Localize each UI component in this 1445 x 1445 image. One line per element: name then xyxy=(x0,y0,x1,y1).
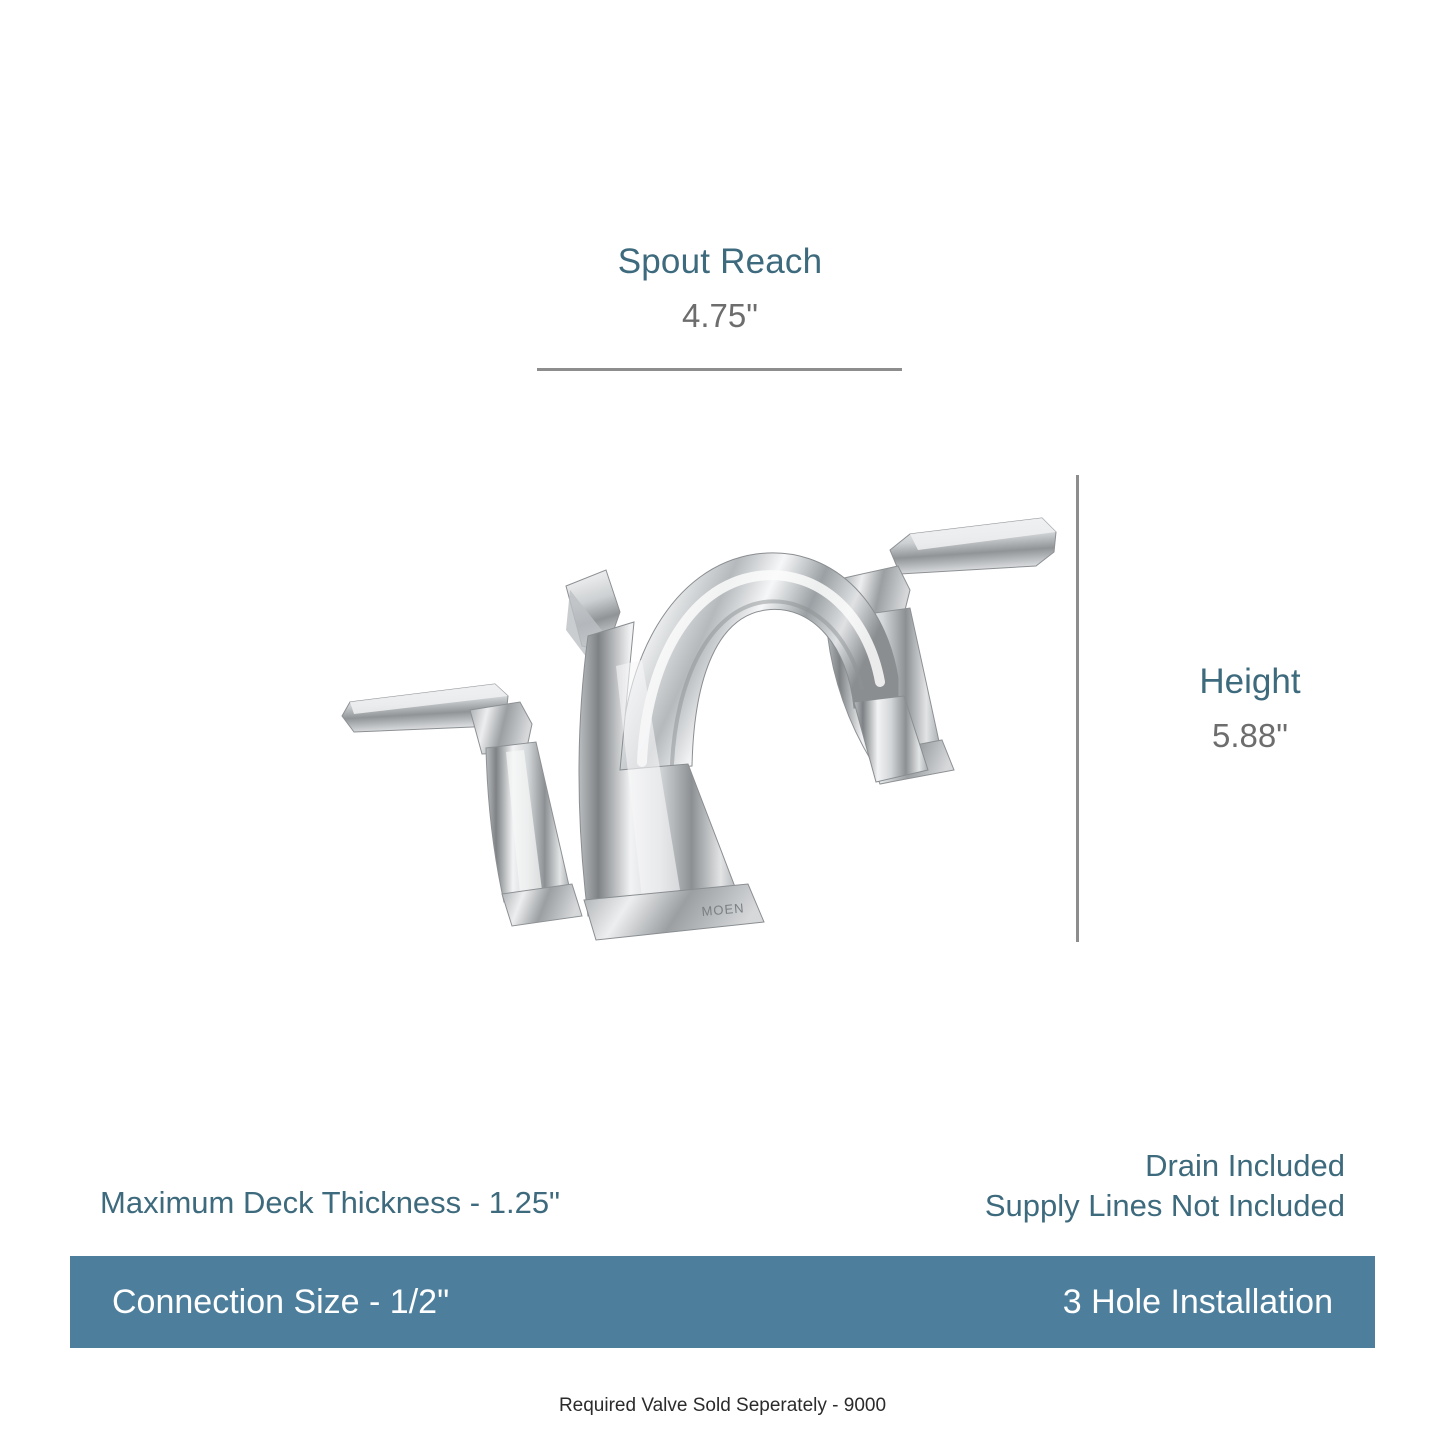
spout-reach-value: 4.75" xyxy=(682,296,758,334)
left-handle xyxy=(342,684,582,926)
spout-reach-label: Spout Reach xyxy=(617,242,823,281)
height-dimension xyxy=(1100,660,1400,755)
faucet-product-image xyxy=(320,470,1080,950)
spout-reach-rule xyxy=(537,368,902,371)
hole-installation-text: 3 Hole Installation xyxy=(1062,1282,1333,1321)
footnote-text: Required Valve Sold Seperately - 9000 xyxy=(558,1395,887,1416)
spout xyxy=(566,553,928,940)
spout-reach-dimension xyxy=(470,240,970,335)
height-value: 5.88" xyxy=(1212,716,1288,754)
supply-lines-note: Supply Lines Not Included xyxy=(984,1187,1345,1223)
height-label: Height xyxy=(1199,662,1301,701)
inclusion-notes xyxy=(985,1146,1345,1225)
connection-size-text: Connection Size - 1/2" xyxy=(112,1282,450,1321)
drain-included-note: Drain Included xyxy=(1145,1148,1345,1183)
svg-text:MOEN: MOEN xyxy=(700,900,746,919)
max-deck-thickness-note: Maximum Deck Thickness - 1.25" xyxy=(100,1185,561,1220)
spec-banner xyxy=(70,1256,1375,1348)
